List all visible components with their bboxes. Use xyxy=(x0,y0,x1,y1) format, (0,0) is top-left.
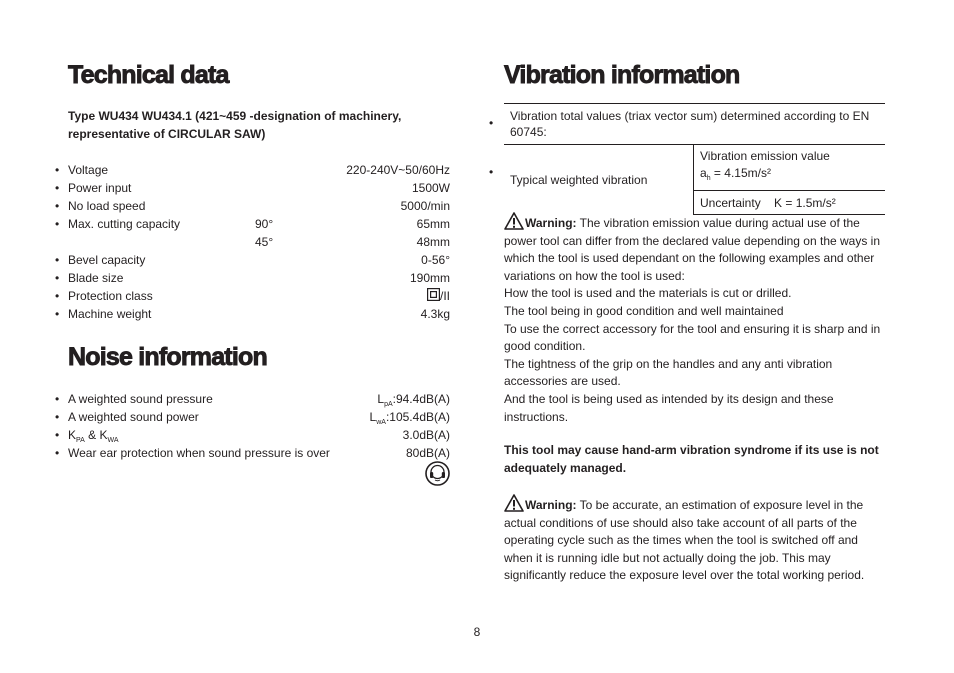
warning-label: Warning: xyxy=(525,216,577,230)
spec-value: 5000/min xyxy=(400,199,450,213)
symbol: L xyxy=(377,392,385,406)
bullet: • xyxy=(55,253,60,267)
emission-value xyxy=(700,165,879,187)
warning-text: The vibration emission value during actual use of the power tool can differ from the declared value depending on the ways in which the tool is used dependant on the following examples and other variations on how the tool is used: xyxy=(504,216,881,283)
example-2: The tool being in good condition and well maintained xyxy=(504,303,784,318)
bullet: • xyxy=(55,217,60,231)
spec-label: Blade size xyxy=(68,271,124,285)
noise-label: A weighted sound pressure xyxy=(68,392,213,406)
emission-value-cell xyxy=(694,145,886,191)
noise-label: A weighted sound power xyxy=(68,410,199,424)
bullet: • xyxy=(55,446,60,460)
spec-label: Machine weight xyxy=(68,307,152,321)
noise-label: Wear ear protection when sound pressure is over xyxy=(68,446,330,460)
spec-row-speed xyxy=(55,197,450,215)
value: :105.4dB(A) xyxy=(385,410,450,424)
spec-row-cutting-90 xyxy=(55,215,450,233)
subscript: h xyxy=(706,175,711,182)
subscript: WA xyxy=(107,437,119,444)
warning-text: To be accurate, an estimation of exposure level in the actual conditions of use should also take account of all parts of the operating cycle such as the times when the tool is switched off and when it is running idle but not actually doing the job. This may significantly reduce the exposure level over the total working period. xyxy=(504,498,865,583)
spec-value: 190mm xyxy=(409,271,450,285)
technical-data-heading: Technical data xyxy=(68,61,229,89)
vibration-values-table xyxy=(504,103,885,215)
warning-block-2 xyxy=(504,494,886,585)
spec-list xyxy=(55,161,450,323)
example-1: How the tool is used and the materials is cut or drilled. xyxy=(504,286,792,301)
noise-row-uncertainty xyxy=(55,426,450,444)
spec-value: 48mm xyxy=(416,235,450,249)
warning-triangle-icon xyxy=(504,494,524,512)
warning-block-1 xyxy=(504,212,886,426)
bullet: • xyxy=(55,410,60,424)
bullet: • xyxy=(55,199,60,213)
spec-label: Protection class xyxy=(68,289,153,303)
protection-class-value: /II xyxy=(439,289,450,303)
bullet: • xyxy=(55,428,60,442)
spec-row-weight xyxy=(55,305,450,323)
noise-row-power xyxy=(55,408,450,426)
spec-label: Power input xyxy=(68,181,132,195)
spec-value: 65mm xyxy=(416,217,450,231)
table-intro-cell: Vibration total values (triax vector sum) determined according to EN 60745: xyxy=(504,104,885,145)
subscript: PA xyxy=(76,437,85,444)
value: = 4.15m/s² xyxy=(710,166,771,180)
warning-label: Warning: xyxy=(525,498,577,512)
spec-row-voltage xyxy=(55,161,450,179)
subscript: pA xyxy=(384,401,393,408)
bullet: • xyxy=(55,289,60,303)
vibration-information-heading: Vibration information xyxy=(504,61,740,89)
spec-row-bevel xyxy=(55,251,450,269)
noise-row-ear-protection xyxy=(55,444,450,462)
spec-value: 0-56° xyxy=(421,253,450,267)
bullet: • xyxy=(55,392,60,406)
bullet: • xyxy=(55,163,60,177)
noise-list xyxy=(55,390,450,462)
hand-arm-syndrome-warning: This tool may cause hand-arm vibration syndrome if its use is not adequately managed. xyxy=(504,443,879,475)
symbol: L xyxy=(369,410,377,424)
spec-value xyxy=(427,287,450,305)
double-insulation-icon xyxy=(427,288,440,301)
symbol: a xyxy=(700,166,707,180)
example-3: To use the correct accessory for the tool and ensuring it is sharp and in good condition. xyxy=(504,321,881,354)
symbol: K xyxy=(68,428,77,442)
type-line-2: representative of CIRCULAR SAW) xyxy=(68,126,266,141)
spec-label: No load speed xyxy=(68,199,146,213)
noise-value: 80dB(A) xyxy=(405,446,450,460)
bullet: • xyxy=(55,181,60,195)
spec-row-power xyxy=(55,179,450,197)
spec-row-protection xyxy=(55,287,450,305)
spec-label: Max. cutting capacity xyxy=(68,217,181,231)
spec-angle: 90° xyxy=(255,217,274,231)
spec-value: 220-240V~50/60Hz xyxy=(346,163,450,177)
page-number: 8 xyxy=(473,625,481,639)
uncertainty-cell: Uncertainty K = 1.5m/s² xyxy=(694,191,886,215)
symbol: & K xyxy=(84,428,108,442)
example-4: The tightness of the grip on the handles and any anti vibration accessories are used. xyxy=(504,356,833,389)
subscript: wA xyxy=(376,419,386,426)
vibration-table xyxy=(487,103,885,215)
spec-angle: 45° xyxy=(255,235,274,249)
machine-type xyxy=(68,108,448,143)
typical-vibration-cell: Typical weighted vibration xyxy=(504,145,694,215)
spec-row-blade xyxy=(55,269,450,287)
noise-value: 3.0dB(A) xyxy=(402,428,450,442)
spec-label: Bevel capacity xyxy=(68,253,146,267)
spec-value: 1500W xyxy=(411,181,450,195)
bullet: • xyxy=(55,307,60,321)
example-5: And the tool is being used as intended by its design and these instructions. xyxy=(504,391,834,424)
spec-label: Voltage xyxy=(68,163,109,177)
bullet: • xyxy=(55,271,60,285)
value: :94.4dB(A) xyxy=(392,392,450,406)
noise-information-heading: Noise information xyxy=(68,343,267,371)
type-line-1: Type WU434 WU434.1 (421~459 -designation of machinery, xyxy=(68,109,402,123)
warning-triangle-icon xyxy=(504,212,524,230)
noise-row-pressure xyxy=(55,390,450,408)
bullet: • xyxy=(489,165,494,179)
ear-protection-icon xyxy=(425,461,450,486)
bullet: • xyxy=(489,116,494,130)
emission-label: Vibration emission value xyxy=(700,149,830,163)
spec-row-cutting-45 xyxy=(55,233,450,251)
spec-value: 4.3kg xyxy=(420,307,450,321)
